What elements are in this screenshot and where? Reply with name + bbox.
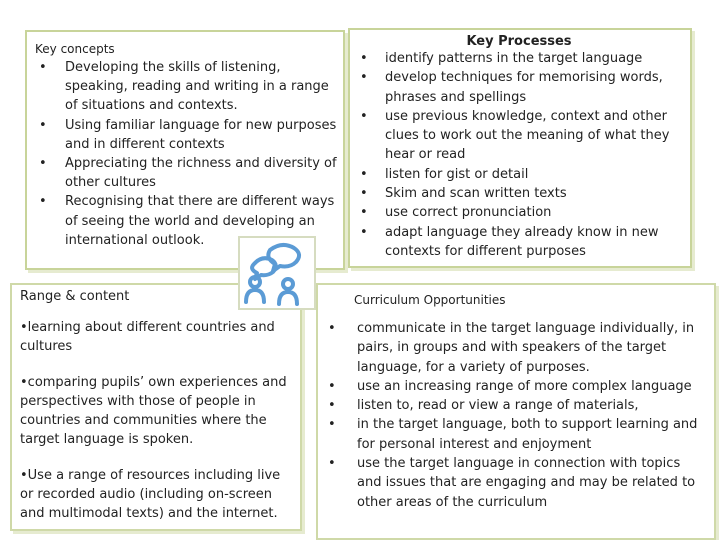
list-item: •comparing pupils’ own experiences and perspectives with those of people in countries and communities where the target language is spoken. bbox=[20, 374, 287, 448]
key-concepts-title: Key concepts bbox=[35, 42, 115, 56]
range-content-title: Range & content bbox=[20, 289, 130, 304]
list-item: • communicate in the target language individually, in pairs, in groups and with speakers of the target language, for a variety of purposes. bbox=[324, 319, 708, 377]
curriculum-opportunities-title: Curriculum Opportunities bbox=[354, 293, 506, 307]
list-item: • use an increasing range of more complex language bbox=[324, 377, 708, 396]
list-item: •Use a range of resources including live or recorded audio (including on-screen and multimodal texts) and the internet. bbox=[20, 467, 281, 522]
list-item: • use previous knowledge, context and other clues to work out the meaning of what they hear or read bbox=[356, 107, 682, 165]
list-item: • use correct pronunciation bbox=[356, 203, 682, 222]
list-item: • Appreciating the richness and diversity of other cultures bbox=[35, 154, 337, 192]
people-talking-icon bbox=[238, 236, 316, 310]
key-processes-list bbox=[356, 49, 682, 261]
list-item: • in the target language, both to support learning and for personal interest and enjoyment bbox=[324, 415, 708, 454]
curriculum-list bbox=[324, 319, 708, 512]
list-item: • use the target language in connection with topics and issues that are engaging and may be related to other areas of the curriculum bbox=[324, 454, 708, 512]
key-processes-box bbox=[348, 28, 692, 268]
list-item: • identify patterns in the target language bbox=[356, 49, 682, 68]
range-content-box bbox=[10, 283, 302, 531]
list-item: •learning about different countries and cultures bbox=[20, 320, 275, 355]
key-concepts-list bbox=[35, 58, 337, 250]
list-item: • adapt language they already know in new contexts for different purposes bbox=[356, 223, 682, 262]
curriculum-opportunities-box bbox=[316, 283, 716, 540]
list-item: • listen for gist or detail bbox=[356, 165, 682, 184]
list-item: • Developing the skills of listening, speaking, reading and writing in a range of situations and contexts. bbox=[35, 58, 337, 116]
list-item: • Recognising that there are different ways of seeing the world and developing an international outlook. bbox=[35, 192, 337, 250]
list-item: • listen to, read or view a range of materials, bbox=[324, 396, 708, 415]
key-processes-title: Key Processes bbox=[466, 34, 572, 49]
list-item: • Using familiar language for new purposes and in different contexts bbox=[35, 116, 337, 154]
list-item: • Skim and scan written texts bbox=[356, 184, 682, 203]
list-item: • develop techniques for memorising words, phrases and spellings bbox=[356, 68, 682, 107]
key-concepts-box bbox=[25, 30, 345, 270]
